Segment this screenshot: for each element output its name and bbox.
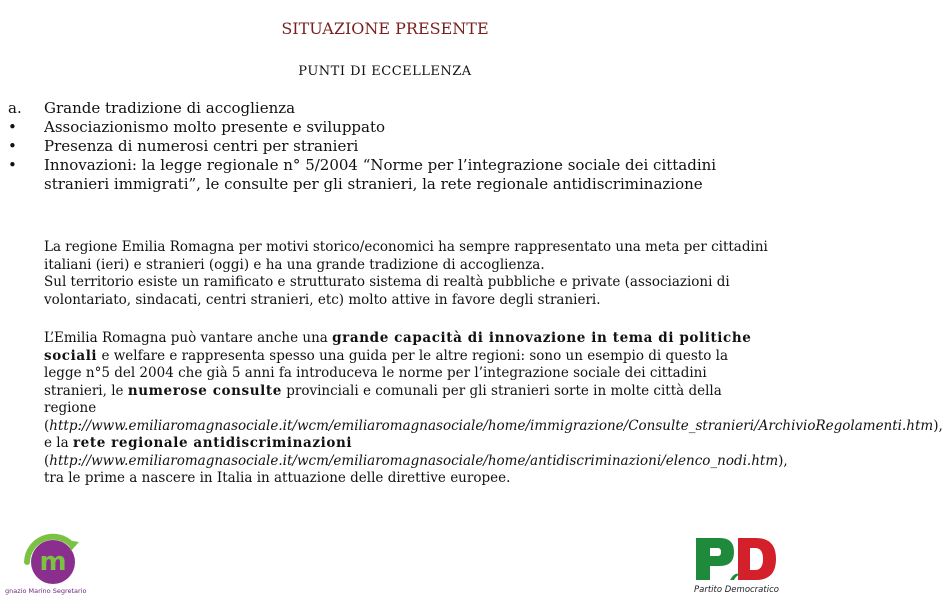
pd-mark-icon xyxy=(690,534,782,584)
list-item xyxy=(8,118,768,137)
url-antidiscriminazioni[interactable]: http://www.emiliaromagnasociale.it/wcm/emiliaromagnasociale/home/antidiscriminazioni/elenco_nodi.htm xyxy=(49,452,779,469)
paragraph-innovation xyxy=(44,330,943,488)
emphasis-consulte: numerose consulte xyxy=(127,382,282,399)
list-item-text: Innovazioni: la legge regionale n° 5/2004 “Norme per l’integrazione sociale dei cittadini stranieri immigrati”, le consulte per gli stranieri, la rete regionale antidiscriminazione xyxy=(44,156,717,193)
excellence-list xyxy=(8,99,768,194)
text-run: ), tra le prime a nascere in Italia in attuazione delle direttive europee. xyxy=(44,452,788,486)
marino-logo xyxy=(5,534,105,598)
list-item xyxy=(8,99,768,118)
emphasis-innovation: grande capacità di innovazione in tema di politiche sociali xyxy=(44,330,752,364)
bullet-marker: • xyxy=(8,137,17,155)
bullet-marker: • xyxy=(8,118,17,136)
list-item-text: Associazionismo molto presente e sviluppato xyxy=(44,118,386,136)
text-run: provinciali e comunali per gli stranieri sorte in molte città della regione ( xyxy=(44,382,722,434)
marino-caption: gnazio Marino Segretario xyxy=(5,587,87,595)
pd-caption: Partito Democratico xyxy=(694,585,779,595)
bullet-marker: • xyxy=(8,156,17,174)
paragraph-text: La regione Emilia Romagna per motivi storico/economici ha sempre rappresentato una meta per cittadini italiani (ieri) e stranieri (oggi) e ha una grande tradizione di accoglienza. xyxy=(44,239,768,273)
text-run: e welfare e rappresenta spesso una guida per le altre regioni: sono un esempio di questo la legge n°5 del 2004 che già 5 anni fa introduceva le norme per l’integrazione sociale dei cittadini stranieri, le xyxy=(44,347,729,399)
marino-mark-icon xyxy=(5,534,105,588)
text-run: ), e la xyxy=(44,417,943,451)
slide-title: SITUAZIONE PRESENTE xyxy=(281,19,489,38)
text-run: ( xyxy=(44,452,50,469)
url-consulte[interactable]: http://www.emiliaromagnasociale.it/wcm/emiliaromagnasociale/home/immigrazione/Consulte_stranieri/ArchivioRegolamenti.htm xyxy=(49,417,934,434)
list-item-text: Presenza di numerosi centri per stranieri xyxy=(44,137,359,155)
text-run: L’Emilia Romagna può vantare anche una xyxy=(44,330,333,346)
list-item xyxy=(8,156,768,194)
list-marker: a. xyxy=(8,99,22,117)
paragraph-text: Sul territorio esiste un ramificato e strutturato sistema di realtà pubbliche e private (associazioni di volontariato, sindacati, centri stranieri, etc) molto attive in favore degli stranieri. xyxy=(44,274,730,308)
slide-subtitle: PUNTI DI ECCELLENZA xyxy=(298,64,472,79)
paragraph-history xyxy=(44,239,769,309)
list-item xyxy=(8,137,768,156)
marino-m-letter: m xyxy=(39,547,67,577)
emphasis-rete: rete regionale antidiscriminazioni xyxy=(72,435,353,451)
list-item-text: Grande tradizione di accoglienza xyxy=(44,99,296,117)
pd-logo xyxy=(690,534,782,598)
